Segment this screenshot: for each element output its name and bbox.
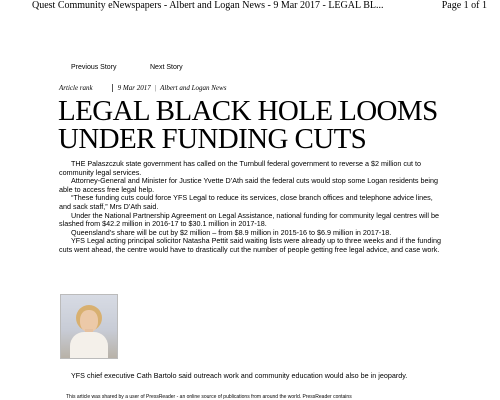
meta-separator: |: [154, 84, 157, 92]
article-date: 9 Mar 2017: [117, 84, 151, 92]
print-header: [0, 0, 500, 12]
article-paragraph: THE Palaszczuk state government has called on the Turnbull federal government to reverse a $2 million cut to community legal services.: [59, 159, 421, 177]
next-story-link[interactable]: Next Story: [150, 64, 183, 71]
article-paragraph: YFS chief executive Cath Bartolo said outreach work and community education would also be in jeopardy.: [71, 371, 408, 380]
article-paragraph: Attorney-General and Minister for Justice Yvette D’Ath said the federal cuts would stop some Logan residents being able to access free legal help.: [59, 176, 439, 194]
print-header-page-number: Page 1 of 1: [441, 0, 487, 11]
meta-divider: [112, 84, 113, 92]
article-headline: LEGAL BLACK HOLE LOOMS UNDER FUNDING CUTS: [58, 95, 438, 155]
article-paragraph: “These funding cuts could force YFS Legal to reduce its services, close branch offices and telephone advice lines, and sack staff,” Mrs D’Ath said.: [59, 193, 433, 211]
article-rank-label: Article rank: [59, 84, 93, 92]
article-paragraph: YFS Legal acting principal solicitor Natasha Pettit said waiting lists were already up to three weeks and if the funding cuts went ahead, the centre would have to drastically cut the number of people getting free legal advice, and case work.: [59, 236, 441, 254]
article-body: [59, 160, 445, 255]
article-body-continued: [59, 372, 445, 381]
photo-shirt: [70, 332, 108, 359]
publication-name: Albert and Logan News: [160, 84, 227, 92]
article-meta: [59, 84, 226, 92]
print-header-title: Quest Community eNewspapers - Albert and Logan News - 9 Mar 2017 - LEGAL BL...: [32, 0, 384, 11]
article-photo: [60, 294, 118, 359]
article-paragraph: Queensland’s share will be cut by $2 million – from $8.9 million in 2015-16 to $6.9 million in 2017-18.: [71, 227, 392, 237]
previous-story-link[interactable]: Previous Story: [71, 64, 117, 71]
pressreader-footer: This article was shared by a user of PressReader - an online source of publications from around the world. PressReader contains: [66, 394, 352, 400]
article-paragraph: Under the National Partnership Agreement on Legal Assistance, national funding for community legal centres will be slashed from $42.2 million in 2016-17 to $30.1 million in 2017-18.: [59, 210, 439, 229]
